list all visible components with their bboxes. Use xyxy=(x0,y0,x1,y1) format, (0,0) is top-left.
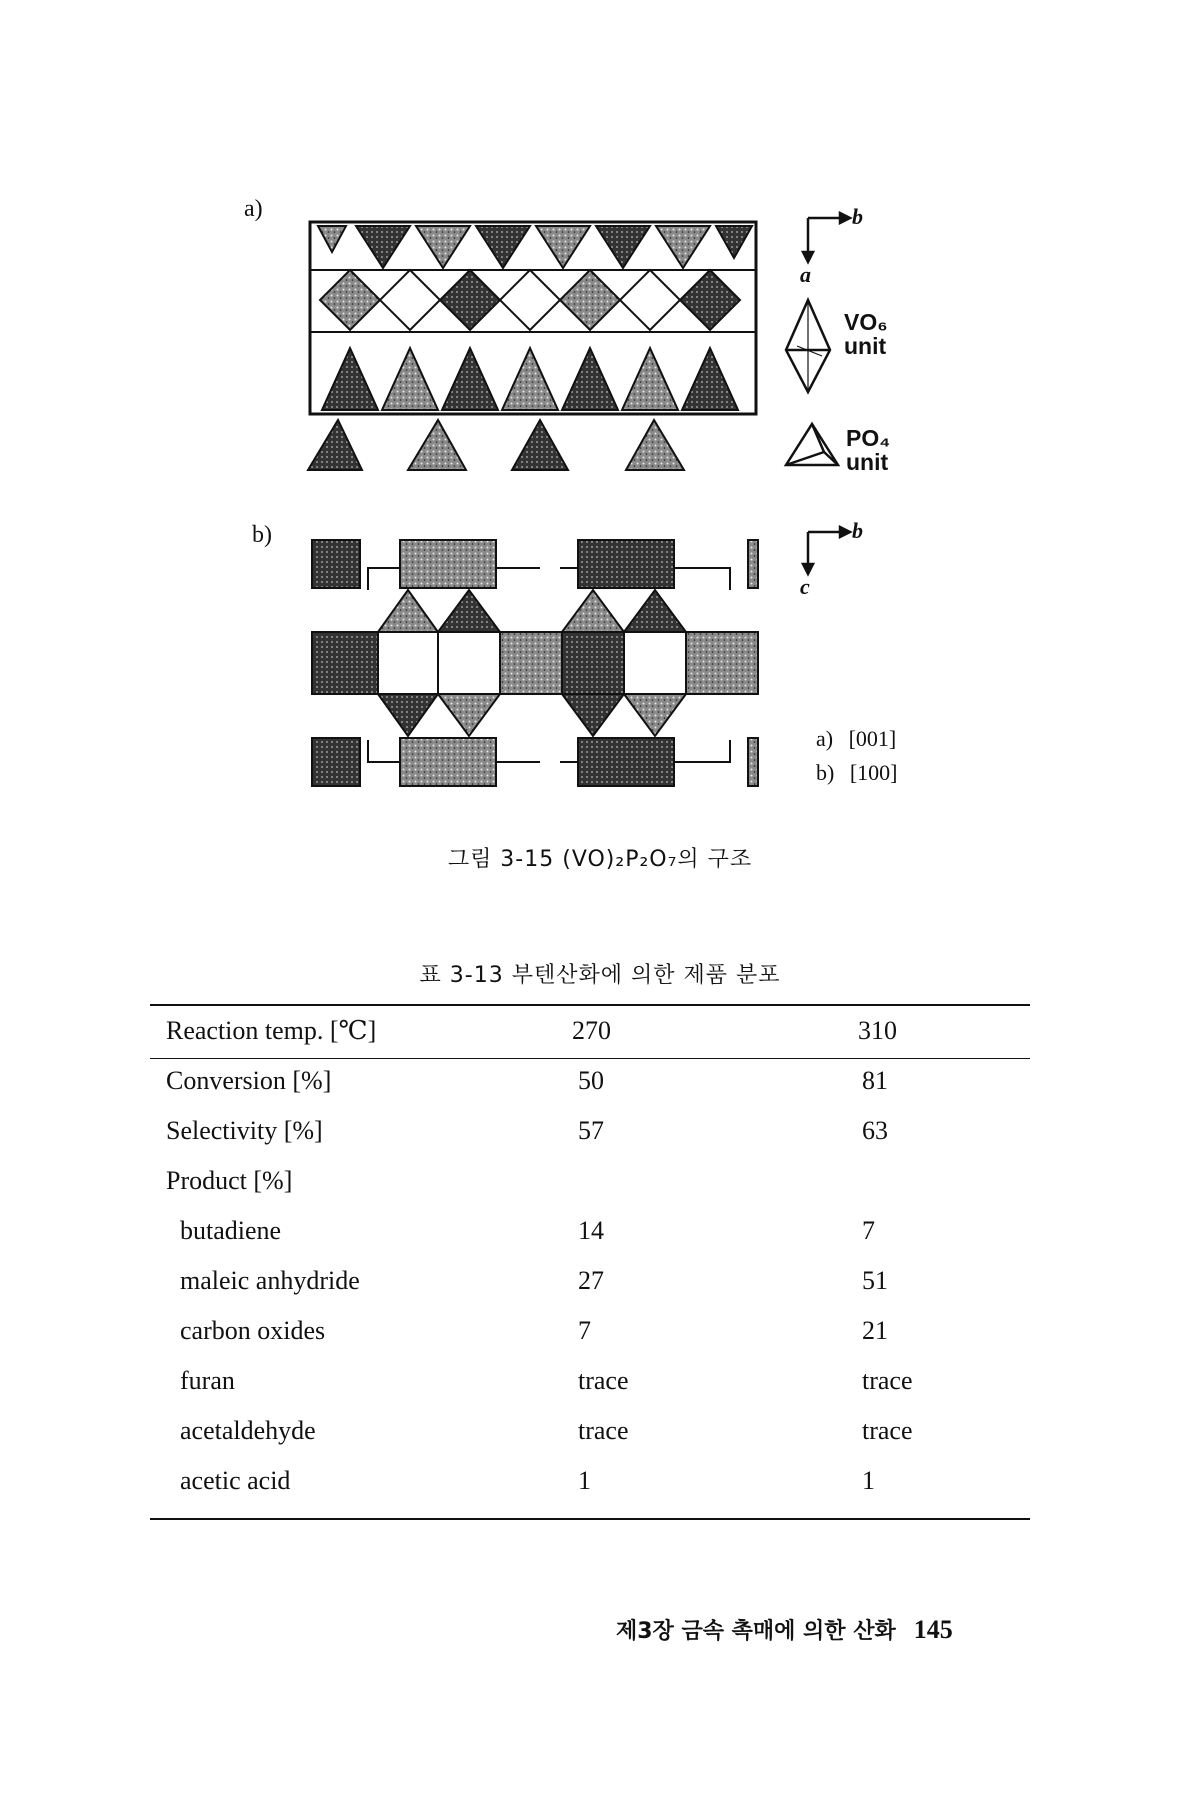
view-a-value: [001] xyxy=(848,726,897,751)
table-header-rule xyxy=(150,1058,1030,1059)
table-top-rule xyxy=(150,1004,1030,1006)
running-chapter-title: 제3장 금속 촉매에 의한 산화 xyxy=(616,1619,896,1644)
row-label: Product [%] xyxy=(166,1166,293,1195)
row-value-270: 1 xyxy=(578,1466,591,1495)
row-value-310: 63 xyxy=(862,1116,888,1145)
row-value-270: 27 xyxy=(578,1266,604,1295)
table-title: 표 3-13 부텐산화에 의한 제품 분포 xyxy=(419,963,781,988)
vo6-legend xyxy=(844,310,888,358)
row-value-310: 7 xyxy=(862,1216,875,1245)
row-label: maleic anhydride xyxy=(180,1266,360,1295)
axis-indicator-a xyxy=(803,213,850,262)
table-bottom-rule xyxy=(150,1518,1030,1520)
axis-a-horizontal-label: b xyxy=(852,204,863,229)
view-direction-a xyxy=(816,726,896,752)
view-b-value: [100] xyxy=(849,760,898,785)
row-value-270: 14 xyxy=(578,1216,604,1245)
panel-b-label: b) xyxy=(252,522,272,548)
vo6-legend-formula: VO₆ xyxy=(844,309,888,335)
panel-a-label: a) xyxy=(244,196,263,222)
po4-legend-unit: unit xyxy=(846,449,889,475)
vo6-unit-icon xyxy=(786,300,830,392)
figure-caption: 그림 3-15 (VO)₂P₂O₇의 구조 xyxy=(447,847,753,872)
view-direction-b xyxy=(816,760,897,786)
panel-b-structure xyxy=(312,540,758,786)
page-footer xyxy=(616,1614,953,1645)
row-label: acetic acid xyxy=(180,1466,291,1495)
row-label: Conversion [%] xyxy=(166,1066,332,1095)
axis-b-horizontal-label: b xyxy=(852,518,863,543)
row-value-270: trace xyxy=(578,1366,629,1395)
view-a-label: a) xyxy=(816,726,834,751)
row-value-310: 21 xyxy=(862,1316,888,1345)
row-value-270: 57 xyxy=(578,1116,604,1145)
row-value-310: 1 xyxy=(862,1466,875,1495)
row-value-270: 7 xyxy=(578,1316,591,1345)
row-value-270: trace xyxy=(578,1416,629,1445)
vo6-legend-unit: unit xyxy=(844,333,887,359)
row-label: butadiene xyxy=(180,1216,282,1245)
panel-a-structure xyxy=(308,222,756,470)
row-value-270: 50 xyxy=(578,1066,604,1095)
row-label: acetaldehyde xyxy=(180,1416,316,1445)
row-label: Selectivity [%] xyxy=(166,1116,323,1145)
header-col-310: 310 xyxy=(858,1016,897,1045)
po4-legend xyxy=(846,426,890,474)
header-col-270: 270 xyxy=(572,1016,611,1045)
axis-b-vertical-label: c xyxy=(800,574,810,599)
row-value-310: trace xyxy=(862,1366,913,1395)
po4-legend-formula: PO₄ xyxy=(846,425,891,451)
row-label: carbon oxides xyxy=(180,1316,326,1345)
row-label: furan xyxy=(180,1366,235,1395)
row-value-310: trace xyxy=(862,1416,913,1445)
axis-indicator-b xyxy=(803,527,850,574)
row-value-310: 51 xyxy=(862,1266,888,1295)
po4-unit-icon xyxy=(786,424,838,465)
page-number: 145 xyxy=(913,1615,953,1644)
row-value-310: 81 xyxy=(862,1066,888,1095)
axis-a-vertical-label: a xyxy=(800,262,811,287)
header-label: Reaction temp. [℃] xyxy=(166,1016,377,1045)
view-b-label: b) xyxy=(816,760,835,785)
